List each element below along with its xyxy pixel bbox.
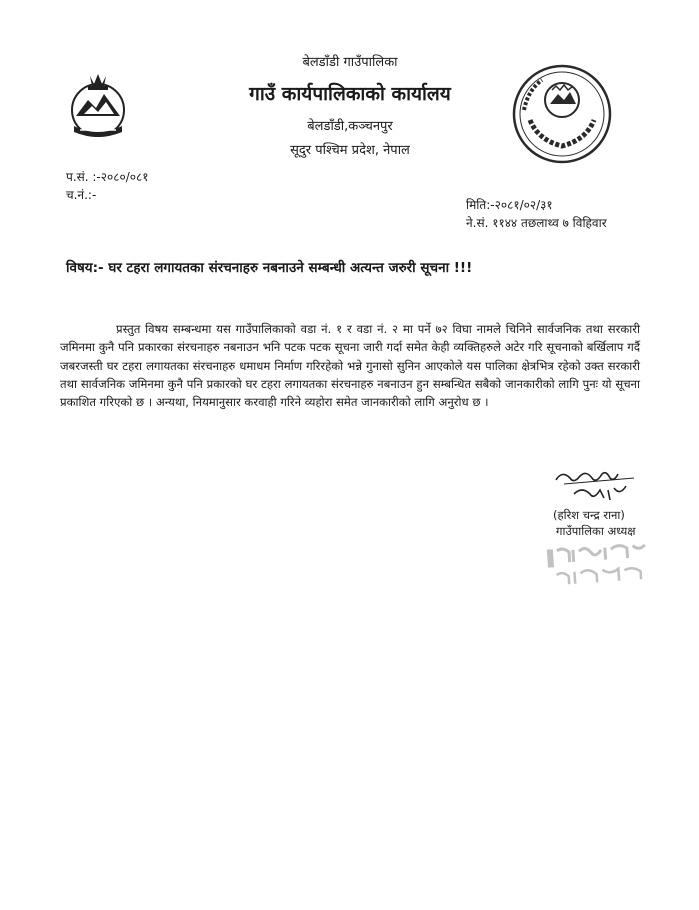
date-nepal-sambat: ने.सं. ११४४ तछलाथ्व ७ विहिवार: [466, 216, 607, 230]
office-title: गाउँ कार्यपालिकाको कार्यालय: [249, 83, 451, 105]
notice-subject: विषय:- घर टहरा लगायतका संरचनाहरु नबनाउने सम्बन्धी अत्यन्त जरुरी सूचना !!!: [66, 260, 473, 276]
municipality-name: बेलडाँडी गाउँपालिका: [302, 55, 398, 70]
date-bs: मिति:-२०८१/०२/३१: [466, 198, 553, 212]
notice-body: प्रस्तुत विषय सम्बन्धमा यस गाउँपालिकाको वडा नं. १ र वडा नं. २ मा पर्ने ७२ विघा नामले चिनिने सार्वजनिक तथा सरकारी जमिनमा कुनै पनि प्रकारका संरचनाहरु नबनाउन भनि पटक पटक सूचना जारी गर्दा समेत केही व्यक्तिहरुले अटेर गरि सूचनाको बर्खिलाप गर्दै जबरजस्ती घर टहरा लगायतका संरचनाहरु धमाधम निर्माण गरिरहेको भन्ने गुनासो सुनिन आएकोले यस पालिका क्षेत्रभित्र रहेको उक्त सरकारी तथा सार्वजनिक जमिनमा कुनै पनि प्रकारको घर टहरा लगायतका संरचनाहरु नबनाउन हुन सम्बन्धित सबैको जानकारीको लागि पुनः यो सूचना प्रकाशित गरिएको छ । अन्यथा, नियमानुसार करवाही गरिने व्यहोरा समेत जानकारीको लागि अनुरोध छ ।: [60, 322, 640, 410]
municipality-office-seal-icon: [508, 60, 616, 168]
name-stamp: [540, 540, 660, 590]
dispatch-number: च.नं.:-: [66, 188, 97, 202]
signer-name: (हरिश चन्द्र राना): [553, 508, 625, 522]
office-province: सूदुर पश्चिम प्रदेश, नेपाल: [290, 143, 410, 158]
office-address: बेलडाँडी,कञ्चनपुर: [307, 119, 393, 134]
signer-title: गाउँपालिका अध्यक्ष: [556, 524, 636, 538]
reference-number: प.सं. :-२०८०/०८१: [66, 170, 149, 184]
